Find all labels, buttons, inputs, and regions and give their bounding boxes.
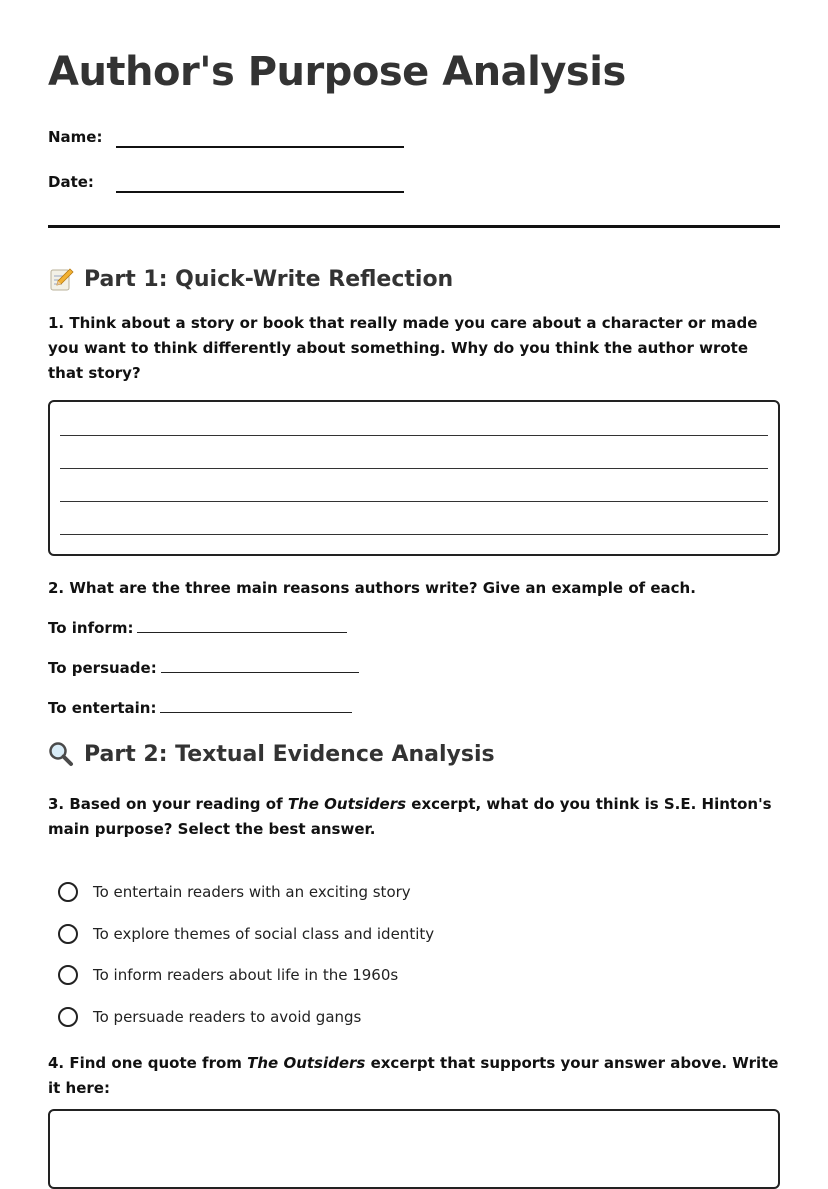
part2-heading bbox=[48, 739, 780, 769]
part1-heading bbox=[48, 264, 780, 294]
question-1: 1. Think about a story or book that really made you care about a character or made you want to think differently about something. Why do you think the author wrote that story? bbox=[48, 314, 758, 382]
reason-inform-row bbox=[48, 618, 780, 638]
reason-persuade-label: To persuade: bbox=[48, 659, 157, 677]
q3-book-title: The Outsiders bbox=[287, 795, 407, 813]
answer-box-1[interactable] bbox=[48, 400, 780, 556]
reason-persuade-blank[interactable] bbox=[161, 658, 359, 673]
writing-line bbox=[60, 534, 768, 535]
option-label: To inform readers about life in the 1960s bbox=[93, 966, 399, 984]
reason-inform-label: To inform: bbox=[48, 619, 134, 637]
name-input-line[interactable] bbox=[116, 132, 404, 148]
option-label: To explore themes of social class and identity bbox=[93, 924, 435, 943]
memo-pencil-icon bbox=[48, 266, 74, 292]
part1-heading-text: Part 1: Quick-Write Reflection bbox=[84, 266, 454, 292]
q4-prefix: 4. Find one quote from bbox=[48, 1053, 248, 1072]
question-2: 2. What are the three main reasons authors write? Give an example of each. bbox=[48, 579, 696, 597]
q4-suffix: excerpt that supports your answer above. Write it here: bbox=[48, 1053, 779, 1097]
date-label: Date: bbox=[48, 173, 94, 191]
question-3 bbox=[48, 792, 780, 842]
reason-entertain-row bbox=[48, 698, 780, 718]
option-persuade[interactable] bbox=[58, 1005, 780, 1029]
question-4 bbox=[48, 1051, 780, 1101]
q4-book-title: The Outsiders bbox=[247, 1053, 366, 1072]
reason-entertain-blank[interactable] bbox=[160, 698, 352, 713]
reason-entertain-label: To entertain: bbox=[48, 699, 157, 717]
magnifying-glass-icon bbox=[48, 741, 74, 767]
reason-persuade-row bbox=[48, 658, 780, 678]
option-explore[interactable] bbox=[58, 922, 780, 946]
option-label: To persuade readers to avoid gangs bbox=[93, 1007, 362, 1026]
option-entertain[interactable] bbox=[58, 880, 780, 904]
date-field bbox=[48, 167, 780, 191]
date-input-line[interactable] bbox=[116, 177, 404, 193]
writing-line bbox=[60, 435, 768, 436]
section-divider bbox=[48, 225, 780, 228]
writing-line bbox=[60, 468, 768, 469]
answer-options bbox=[58, 880, 780, 1029]
name-label: Name: bbox=[48, 128, 103, 146]
q3-prefix: 3. Based on your reading of bbox=[48, 795, 288, 813]
option-label: To entertain readers with an exciting story bbox=[93, 883, 411, 901]
q3-suffix: excerpt, what do you think is S.E. Hinton's main purpose? Select the best answer. bbox=[48, 795, 772, 838]
name-field bbox=[48, 122, 780, 146]
reason-inform-blank[interactable] bbox=[137, 618, 347, 633]
writing-line bbox=[60, 501, 768, 502]
page-title: Author's Purpose Analysis bbox=[48, 49, 626, 95]
answer-box-4[interactable] bbox=[48, 1109, 780, 1189]
radio-button[interactable] bbox=[58, 1007, 78, 1027]
radio-button[interactable] bbox=[58, 924, 78, 944]
option-inform[interactable] bbox=[58, 963, 780, 987]
part2-heading-text: Part 2: Textual Evidence Analysis bbox=[84, 741, 495, 767]
radio-button[interactable] bbox=[58, 965, 78, 985]
radio-button[interactable] bbox=[58, 882, 78, 902]
